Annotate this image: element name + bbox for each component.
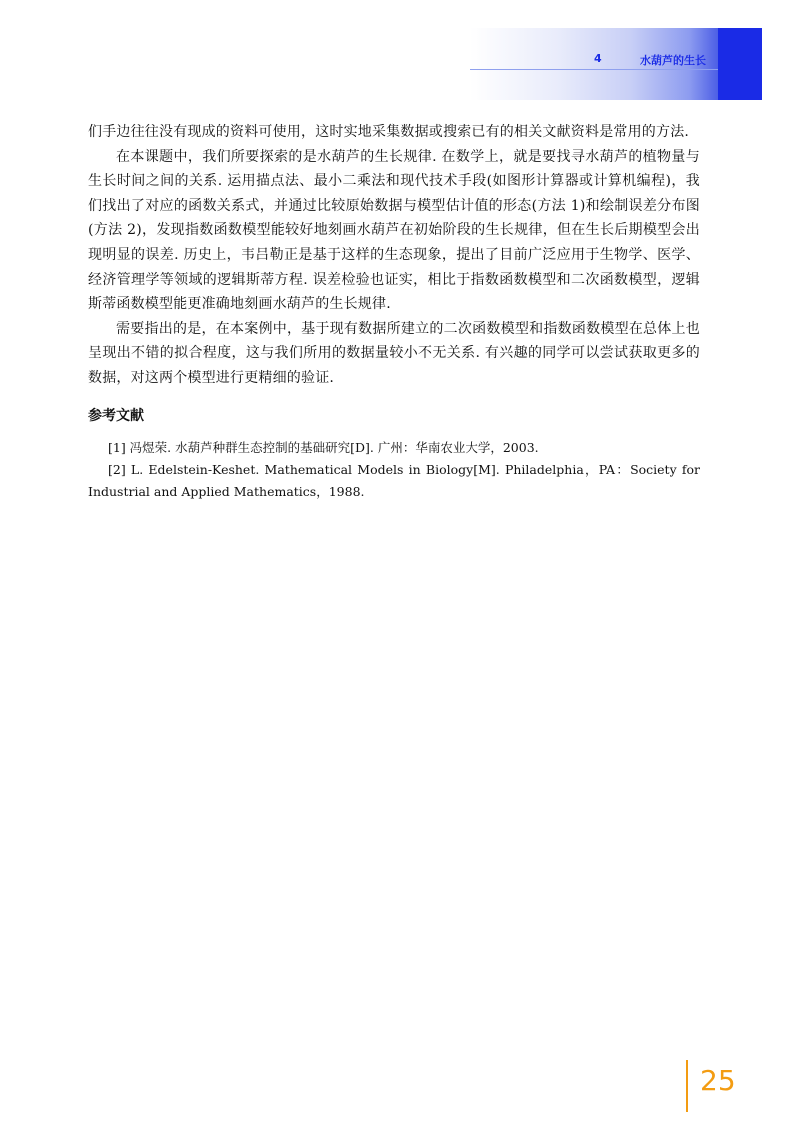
paragraph-2: 在本课题中，我们所要探索的是水葫芦的生长规律. 在数学上，就是要找寻水葫芦的植物量与生长时间之间的关系. 运用描点法、最小二乘法和现代技术手段(如图形计算器或计算机编程)，我们找出了对应的函数关系式，并通过比较原始数据与模型估计值的形态(方法 1)和绘制误差分布图(方法 2)，发现指数函数模型能较好地刻画水葫芦在初始阶段的生长规律，但在生长后期模型会出现明显的误差. 历史上，韦吕勒正是基于这样的生态现象，提出了目前广泛应用于生物学、医学、经济管理学等领域的逻辑斯蒂方程. 误差检验也证实，相比于指数函数模型和二次函数模型，逻辑斯蒂函数模型能更准确地刻画水葫芦的生长规律.	[88, 148, 700, 313]
paragraph-3: 需要指出的是，在本案例中，基于现有数据所建立的二次函数模型和指数函数模型在总体上也呈现出不错的拟合程度，这与我们所用的数据量较小不无关系. 有兴趣的同学可以尝试获取更多的数据，对这两个模型进行更精细的验证.	[88, 320, 700, 386]
references-heading: 参考文献	[88, 407, 144, 424]
reference-item-2: [2] L. Edelstein-Keshet. Mathematical Models in Biology[M]. Philadelphia，PA：Society for Industrial and Applied Mathematics，1988.	[88, 461, 700, 499]
header-blue-block	[718, 28, 762, 100]
header-divider	[470, 69, 718, 70]
reference-item-1: [1] 冯煜荣. 水葫芦种群生态控制的基础研究[D]. 广州：华南农业大学，2003.	[108, 439, 539, 455]
footer-divider	[686, 1060, 688, 1112]
chapter-number: 4	[594, 52, 602, 65]
page-content	[88, 120, 700, 503]
page-number: 25	[700, 1064, 736, 1097]
paragraph-1: 们手边往往没有现成的资料可使用，这时实地采集数据或搜索已有的相关文献资料是常用的方法.	[88, 124, 690, 140]
chapter-title: 水葫芦的生长	[640, 54, 706, 67]
